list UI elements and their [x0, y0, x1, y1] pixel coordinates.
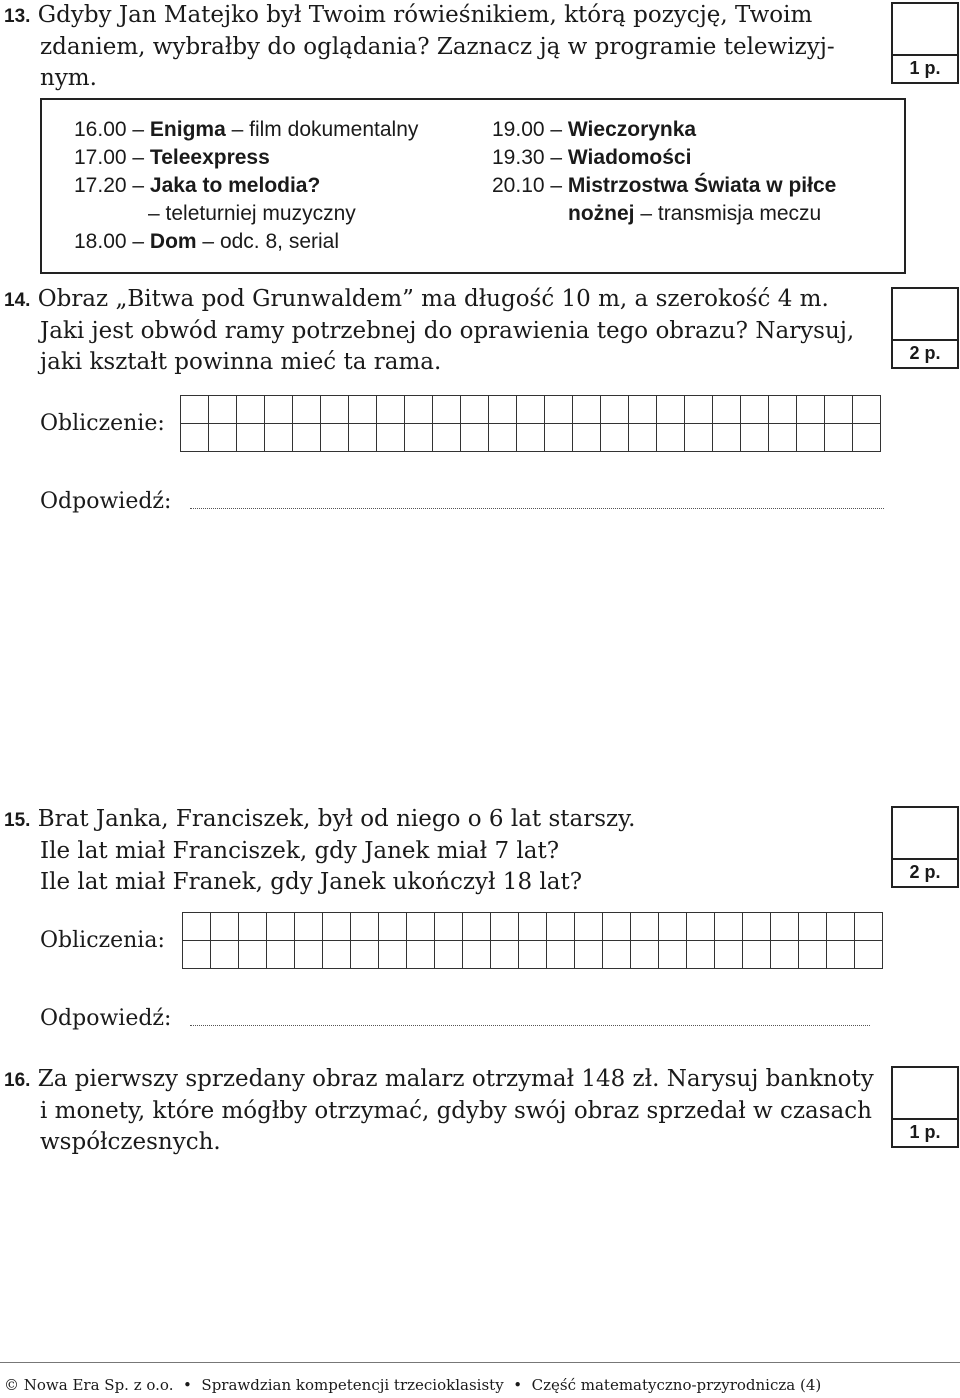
grid-cell[interactable]: [659, 941, 687, 969]
program-item[interactable]: 18.00 – Dom – odc. 8, serial: [74, 230, 340, 253]
program-item[interactable]: 19.30 – Wiadomości: [492, 146, 692, 169]
page-footer: [4, 1376, 821, 1394]
calculation-label: Obliczenia:: [40, 928, 165, 953]
grid-cell[interactable]: [377, 424, 405, 452]
grid-cell[interactable]: [687, 941, 715, 969]
question-13: [4, 0, 864, 94]
grid-cell[interactable]: [293, 396, 321, 424]
grid-cell[interactable]: [183, 913, 211, 941]
grid-cell[interactable]: [265, 424, 293, 452]
grid-cell[interactable]: [659, 913, 687, 941]
grid-cell[interactable]: [181, 424, 209, 452]
question-text-line: Jaki jest obwód ramy potrzebnej do oprawienia tego obrazu? Narysuj,: [40, 318, 855, 344]
grid-cell[interactable]: [323, 913, 351, 941]
points-box: [891, 1066, 959, 1148]
grid-cell[interactable]: [239, 941, 267, 969]
grid-cell[interactable]: [629, 396, 657, 424]
grid-cell[interactable]: [435, 913, 463, 941]
grid-cell[interactable]: [265, 396, 293, 424]
grid-cell[interactable]: [491, 941, 519, 969]
grid-cell[interactable]: [603, 913, 631, 941]
calculation-grid[interactable]: [180, 395, 881, 452]
answer-line[interactable]: [190, 1025, 870, 1026]
grid-cell[interactable]: [825, 396, 853, 424]
grid-cell[interactable]: [771, 941, 799, 969]
points-label: 2 p.: [909, 343, 941, 363]
footer-copyright: © Nowa Era Sp. z o.o.: [4, 1376, 174, 1394]
grid-cell[interactable]: [769, 396, 797, 424]
grid-cell[interactable]: [211, 941, 239, 969]
program-item[interactable]: 17.20 – Jaka to melodia? – teleturniej muzyczny: [74, 174, 356, 225]
grid-cell[interactable]: [575, 913, 603, 941]
grid-cell[interactable]: [769, 424, 797, 452]
grid-cell[interactable]: [855, 913, 883, 941]
grid-cell[interactable]: [379, 941, 407, 969]
grid-cell[interactable]: [517, 424, 545, 452]
points-box: [891, 2, 959, 84]
grid-cell[interactable]: [323, 941, 351, 969]
grid-cell[interactable]: [209, 424, 237, 452]
bullet-icon: •: [178, 1376, 197, 1394]
grid-cell[interactable]: [379, 913, 407, 941]
grid-cell[interactable]: [461, 424, 489, 452]
grid-cell[interactable]: [629, 424, 657, 452]
question-15: [4, 804, 864, 898]
grid-cell[interactable]: [407, 913, 435, 941]
answer-line[interactable]: [190, 508, 884, 509]
grid-cell[interactable]: [491, 913, 519, 941]
grid-cell[interactable]: [631, 941, 659, 969]
points-label: 1 p.: [909, 1122, 941, 1142]
grid-cell[interactable]: [239, 913, 267, 941]
grid-cell[interactable]: [545, 396, 573, 424]
grid-cell[interactable]: [601, 396, 629, 424]
grid-cell[interactable]: [519, 941, 547, 969]
grid-cell[interactable]: [575, 941, 603, 969]
grid-cell[interactable]: [685, 424, 713, 452]
grid-cell[interactable]: [211, 913, 239, 941]
grid-cell[interactable]: [321, 396, 349, 424]
question-text-line: współczesnych.: [40, 1129, 221, 1155]
grid-cell[interactable]: [827, 913, 855, 941]
question-text-line: Ile lat miał Franciszek, gdy Janek miał 7 lat?: [40, 838, 560, 864]
points-box: [891, 287, 959, 369]
grid-cell[interactable]: [181, 396, 209, 424]
grid-cell[interactable]: [405, 424, 433, 452]
grid-cell[interactable]: [547, 941, 575, 969]
question-text-line: jaki kształt powinna mieć ta rama.: [40, 349, 442, 375]
grid-cell[interactable]: [267, 913, 295, 941]
grid-cell[interactable]: [517, 396, 545, 424]
grid-cell[interactable]: [715, 913, 743, 941]
question-number: 14.: [4, 290, 31, 311]
question-text-line: Za pierwszy sprzedany obraz malarz otrzymał 148 zł. Narysuj banknoty: [37, 1066, 874, 1092]
grid-cell[interactable]: [771, 913, 799, 941]
grid-cell[interactable]: [827, 941, 855, 969]
tv-program-box: [40, 98, 906, 274]
grid-cell[interactable]: [405, 396, 433, 424]
grid-cell[interactable]: [799, 941, 827, 969]
grid-cell[interactable]: [743, 941, 771, 969]
grid-cell[interactable]: [853, 396, 881, 424]
question-number: 15.: [4, 810, 31, 831]
grid-cell[interactable]: [349, 396, 377, 424]
program-item[interactable]: 20.10 – Mistrzostwa Świata w piłce nożnej – transmisja meczu: [492, 174, 837, 225]
grid-cell[interactable]: [209, 396, 237, 424]
question-text-line: Gdyby Jan Matejko był Twoim rówieśnikiem, którą pozycję, Twoim: [37, 2, 813, 28]
points-label: 1 p.: [909, 58, 941, 78]
grid-cell[interactable]: [461, 396, 489, 424]
grid-cell[interactable]: [407, 941, 435, 969]
grid-cell[interactable]: [855, 941, 883, 969]
grid-cell[interactable]: [685, 396, 713, 424]
grid-cell[interactable]: [351, 913, 379, 941]
question-16: [4, 1064, 874, 1158]
grid-cell[interactable]: [799, 913, 827, 941]
grid-cell[interactable]: [657, 424, 685, 452]
grid-cell[interactable]: [687, 913, 715, 941]
grid-cell[interactable]: [295, 913, 323, 941]
grid-cell[interactable]: [349, 424, 377, 452]
calculation-grid[interactable]: [182, 912, 883, 969]
points-box: [891, 806, 959, 888]
grid-cell[interactable]: [463, 913, 491, 941]
grid-cell[interactable]: [631, 913, 659, 941]
grid-cell[interactable]: [547, 913, 575, 941]
grid-cell[interactable]: [573, 396, 601, 424]
grid-cell[interactable]: [489, 396, 517, 424]
bullet-icon: •: [508, 1376, 527, 1394]
footer-title: Sprawdzian kompetencji trzecioklasisty: [201, 1376, 504, 1394]
grid-cell[interactable]: [321, 424, 349, 452]
question-text-line: zdaniem, wybrałby do oglądania? Zaznacz ją w programie telewizyj-: [40, 34, 835, 60]
grid-cell[interactable]: [713, 424, 741, 452]
grid-cell[interactable]: [295, 941, 323, 969]
grid-cell[interactable]: [435, 941, 463, 969]
grid-cell[interactable]: [377, 396, 405, 424]
grid-cell[interactable]: [715, 941, 743, 969]
grid-cell[interactable]: [183, 941, 211, 969]
grid-cell[interactable]: [743, 913, 771, 941]
grid-cell[interactable]: [433, 396, 461, 424]
grid-cell[interactable]: [573, 424, 601, 452]
points-label: 2 p.: [909, 862, 941, 882]
grid-cell[interactable]: [657, 396, 685, 424]
grid-cell[interactable]: [237, 396, 265, 424]
grid-cell[interactable]: [351, 941, 379, 969]
grid-cell[interactable]: [293, 424, 321, 452]
grid-cell[interactable]: [825, 424, 853, 452]
program-item[interactable]: 19.00 – Wieczorynka: [492, 118, 697, 141]
question-text-line: nym.: [40, 65, 97, 91]
grid-cell[interactable]: [741, 396, 769, 424]
question-text-line: Obraz „Bitwa pod Grunwaldem” ma długość 10 m, a szerokość 4 m.: [37, 286, 829, 312]
grid-cell[interactable]: [545, 424, 573, 452]
grid-cell[interactable]: [797, 424, 825, 452]
grid-cell[interactable]: [463, 941, 491, 969]
grid-cell[interactable]: [601, 424, 629, 452]
grid-cell[interactable]: [267, 941, 295, 969]
grid-cell[interactable]: [519, 913, 547, 941]
grid-cell[interactable]: [489, 424, 517, 452]
program-item[interactable]: 16.00 – Enigma – film dokumentalny: [74, 118, 419, 141]
grid-cell[interactable]: [237, 424, 265, 452]
question-text-line: Ile lat miał Franek, gdy Janek ukończył 18 lat?: [40, 869, 583, 895]
answer-label: Odpowiedź:: [40, 489, 172, 514]
question-text-line: Brat Janka, Franciszek, był od niego o 6 lat starszy.: [37, 806, 636, 832]
question-14: [4, 284, 864, 378]
question-number: 16.: [4, 1070, 31, 1091]
grid-cell[interactable]: [853, 424, 881, 452]
program-item[interactable]: 17.00 – Teleexpress: [74, 146, 270, 169]
calculation-label: Obliczenie:: [40, 411, 165, 436]
answer-label: Odpowiedź:: [40, 1006, 172, 1031]
footer-part: Część matematyczno-przyrodnicza (4): [531, 1376, 822, 1394]
grid-cell[interactable]: [797, 396, 825, 424]
footer-divider: [0, 1362, 960, 1363]
grid-cell[interactable]: [713, 396, 741, 424]
grid-cell[interactable]: [741, 424, 769, 452]
grid-cell[interactable]: [433, 424, 461, 452]
grid-cell[interactable]: [603, 941, 631, 969]
question-text-line: i monety, które mógłby otrzymać, gdyby swój obraz sprzedał w czasach: [40, 1098, 872, 1124]
question-number: 13.: [4, 6, 31, 27]
